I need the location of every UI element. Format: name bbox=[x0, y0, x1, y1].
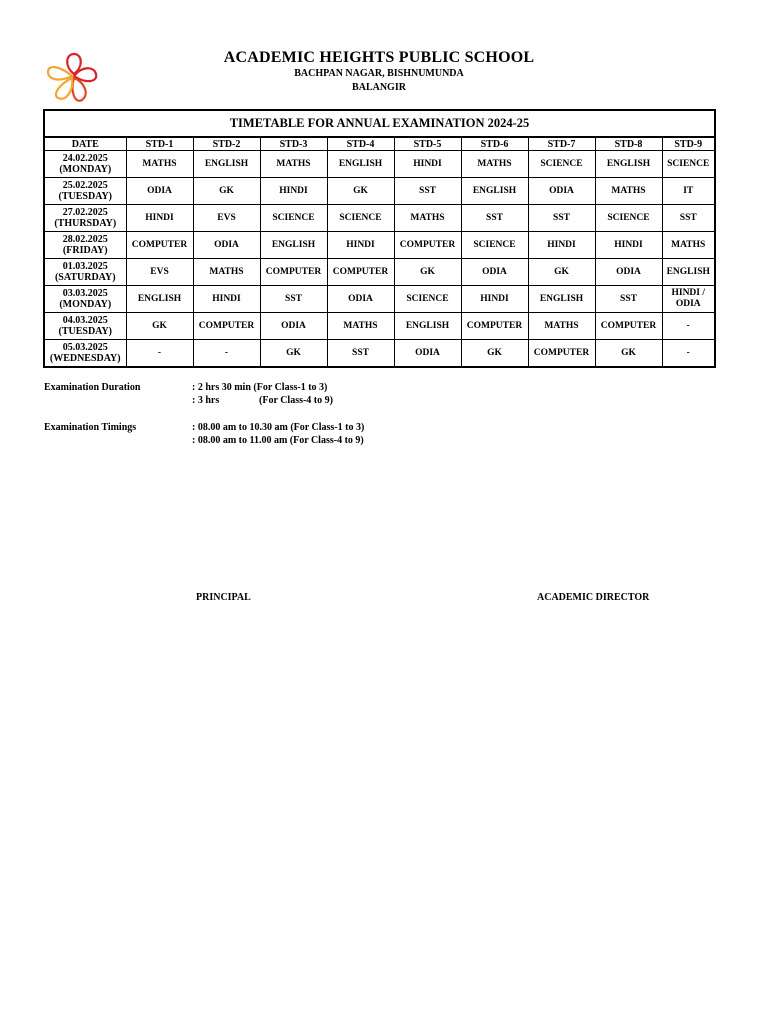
subject-cell: COMPUTER bbox=[327, 259, 394, 286]
subject-cell: ENGLISH bbox=[528, 286, 595, 313]
exam-duration-line2-note: (For Class-4 to 9) bbox=[259, 395, 333, 406]
exam-date: 25.02.2025 bbox=[62, 179, 108, 191]
exam-duration-values bbox=[192, 381, 333, 407]
subject-cell: HINDI bbox=[595, 232, 662, 259]
subject-cell: GK bbox=[260, 340, 327, 368]
subject-cell: SCIENCE bbox=[327, 205, 394, 232]
exam-day: (TUESDAY) bbox=[58, 191, 113, 202]
subject-cell: MATHS bbox=[394, 205, 461, 232]
exam-day: (SATURDAY) bbox=[54, 272, 116, 283]
subject-cell: ENGLISH bbox=[394, 313, 461, 340]
subject-cell: SCIENCE bbox=[394, 286, 461, 313]
subject-cell: HINDI / ODIA bbox=[662, 286, 715, 313]
date-cell bbox=[44, 286, 126, 313]
exam-date: 27.02.2025 bbox=[62, 206, 108, 218]
date-cell bbox=[44, 340, 126, 368]
date-cell bbox=[44, 259, 126, 286]
column-header: STD-5 bbox=[394, 137, 461, 151]
table-row bbox=[44, 232, 715, 259]
subject-cell: MATHS bbox=[662, 232, 715, 259]
exam-day: (MONDAY) bbox=[59, 164, 112, 175]
subject-cell: COMPUTER bbox=[595, 313, 662, 340]
exam-timings-label: Examination Timings bbox=[44, 422, 137, 433]
exam-date: 01.03.2025 bbox=[62, 260, 108, 272]
subject-cell: GK bbox=[193, 178, 260, 205]
subject-cell: ENGLISH bbox=[327, 151, 394, 178]
exam-timings-line1: : 08.00 am to 10.30 am (For Class-1 to 3) bbox=[192, 422, 365, 433]
column-header: DATE bbox=[44, 137, 126, 151]
subject-cell: SST bbox=[260, 286, 327, 313]
subject-cell: SST bbox=[528, 205, 595, 232]
exam-duration-line2 bbox=[192, 394, 333, 407]
column-header: STD-1 bbox=[126, 137, 193, 151]
subject-cell: COMPUTER bbox=[260, 259, 327, 286]
subject-cell: GK bbox=[394, 259, 461, 286]
timetable-title: TIMETABLE FOR ANNUAL EXAMINATION 2024-25 bbox=[44, 110, 715, 137]
subject-cell: MATHS bbox=[193, 259, 260, 286]
subject-cell: SCIENCE bbox=[461, 232, 528, 259]
subject-cell: COMPUTER bbox=[394, 232, 461, 259]
subject-cell: GK bbox=[528, 259, 595, 286]
subject-cell: HINDI bbox=[528, 232, 595, 259]
subject-cell: ENGLISH bbox=[260, 232, 327, 259]
subject-cell: MATHS bbox=[528, 313, 595, 340]
subject-cell: HINDI bbox=[260, 178, 327, 205]
exam-day: (TUESDAY) bbox=[58, 326, 113, 337]
exam-day: (FRIDAY) bbox=[62, 245, 108, 256]
subject-cell: - bbox=[126, 340, 193, 368]
subject-cell: HINDI bbox=[193, 286, 260, 313]
column-header: STD-2 bbox=[193, 137, 260, 151]
timetable-header-row bbox=[44, 137, 715, 151]
subject-cell: COMPUTER bbox=[126, 232, 193, 259]
subject-cell: ENGLISH bbox=[193, 151, 260, 178]
table-row bbox=[44, 340, 715, 368]
column-header: STD-6 bbox=[461, 137, 528, 151]
timetable bbox=[43, 109, 716, 368]
school-address-line1: BACHPAN NAGAR, BISHNUMUNDA bbox=[294, 68, 464, 79]
subject-cell: HINDI bbox=[461, 286, 528, 313]
subject-cell: SST bbox=[394, 178, 461, 205]
column-header: STD-3 bbox=[260, 137, 327, 151]
subject-cell: GK bbox=[595, 340, 662, 368]
subject-cell: ODIA bbox=[528, 178, 595, 205]
subject-cell: SCIENCE bbox=[595, 205, 662, 232]
subject-cell: ODIA bbox=[126, 178, 193, 205]
exam-date: 28.02.2025 bbox=[62, 233, 108, 245]
subject-cell: HINDI bbox=[327, 232, 394, 259]
table-row bbox=[44, 286, 715, 313]
column-header: STD-8 bbox=[595, 137, 662, 151]
subject-cell: MATHS bbox=[327, 313, 394, 340]
subject-cell: SST bbox=[662, 205, 715, 232]
exam-date: 03.03.2025 bbox=[62, 287, 108, 299]
exam-duration-line2-value: : 3 hrs bbox=[192, 395, 220, 406]
table-row bbox=[44, 313, 715, 340]
exam-timings-line2: : 08.00 am to 11.00 am (For Class-4 to 9) bbox=[192, 435, 364, 446]
subject-cell: ENGLISH bbox=[461, 178, 528, 205]
date-cell bbox=[44, 178, 126, 205]
subject-cell: GK bbox=[126, 313, 193, 340]
subject-cell: EVS bbox=[193, 205, 260, 232]
subject-cell: MATHS bbox=[126, 151, 193, 178]
principal-signature-label: PRINCIPAL bbox=[196, 592, 251, 603]
table-row bbox=[44, 205, 715, 232]
subject-cell: COMPUTER bbox=[461, 313, 528, 340]
subject-cell: ODIA bbox=[595, 259, 662, 286]
subject-cell: - bbox=[662, 313, 715, 340]
subject-cell: ODIA bbox=[461, 259, 528, 286]
exam-duration-line1: : 2 hrs 30 min (For Class-1 to 3) bbox=[192, 382, 328, 393]
subject-cell: EVS bbox=[126, 259, 193, 286]
school-address-line2: BALANGIR bbox=[352, 82, 406, 93]
table-row bbox=[44, 151, 715, 178]
table-row bbox=[44, 178, 715, 205]
date-cell bbox=[44, 232, 126, 259]
exam-day: (THURSDAY) bbox=[54, 218, 117, 229]
date-cell bbox=[44, 313, 126, 340]
timetable-body bbox=[44, 151, 715, 368]
subject-cell: GK bbox=[461, 340, 528, 368]
exam-day: (MONDAY) bbox=[59, 299, 112, 310]
subject-cell: SCIENCE bbox=[662, 151, 715, 178]
subject-cell: ENGLISH bbox=[595, 151, 662, 178]
subject-cell: SCIENCE bbox=[528, 151, 595, 178]
school-name: ACADEMIC HEIGHTS PUBLIC SCHOOL bbox=[223, 49, 535, 66]
date-cell bbox=[44, 151, 126, 178]
subject-cell: IT bbox=[662, 178, 715, 205]
subject-cell: - bbox=[662, 340, 715, 368]
subject-cell: MATHS bbox=[260, 151, 327, 178]
subject-cell: GK bbox=[327, 178, 394, 205]
exam-date: 24.02.2025 bbox=[62, 152, 108, 164]
subject-cell: SCIENCE bbox=[260, 205, 327, 232]
exam-date: 04.03.2025 bbox=[62, 314, 108, 326]
subject-cell: HINDI bbox=[126, 205, 193, 232]
subject-cell: - bbox=[193, 340, 260, 368]
subject-cell: MATHS bbox=[595, 178, 662, 205]
subject-cell: ENGLISH bbox=[662, 259, 715, 286]
column-header: STD-4 bbox=[327, 137, 394, 151]
exam-duration-label: Examination Duration bbox=[44, 382, 141, 393]
subject-cell: MATHS bbox=[461, 151, 528, 178]
column-header: STD-9 bbox=[662, 137, 715, 151]
subject-cell: SST bbox=[595, 286, 662, 313]
subject-cell: ENGLISH bbox=[126, 286, 193, 313]
table-row bbox=[44, 259, 715, 286]
subject-cell: ODIA bbox=[394, 340, 461, 368]
subject-cell: ODIA bbox=[327, 286, 394, 313]
exam-date: 05.03.2025 bbox=[62, 341, 108, 353]
column-header: STD-7 bbox=[528, 137, 595, 151]
academic-director-signature-label: ACADEMIC DIRECTOR bbox=[537, 592, 650, 603]
date-cell bbox=[44, 205, 126, 232]
subject-cell: COMPUTER bbox=[193, 313, 260, 340]
subject-cell: COMPUTER bbox=[528, 340, 595, 368]
subject-cell: ODIA bbox=[193, 232, 260, 259]
subject-cell: SST bbox=[461, 205, 528, 232]
exam-timings-values bbox=[192, 421, 364, 447]
subject-cell: ODIA bbox=[260, 313, 327, 340]
subject-cell: SST bbox=[327, 340, 394, 368]
exam-day: (WEDNESDAY) bbox=[49, 353, 121, 364]
subject-cell: HINDI bbox=[394, 151, 461, 178]
